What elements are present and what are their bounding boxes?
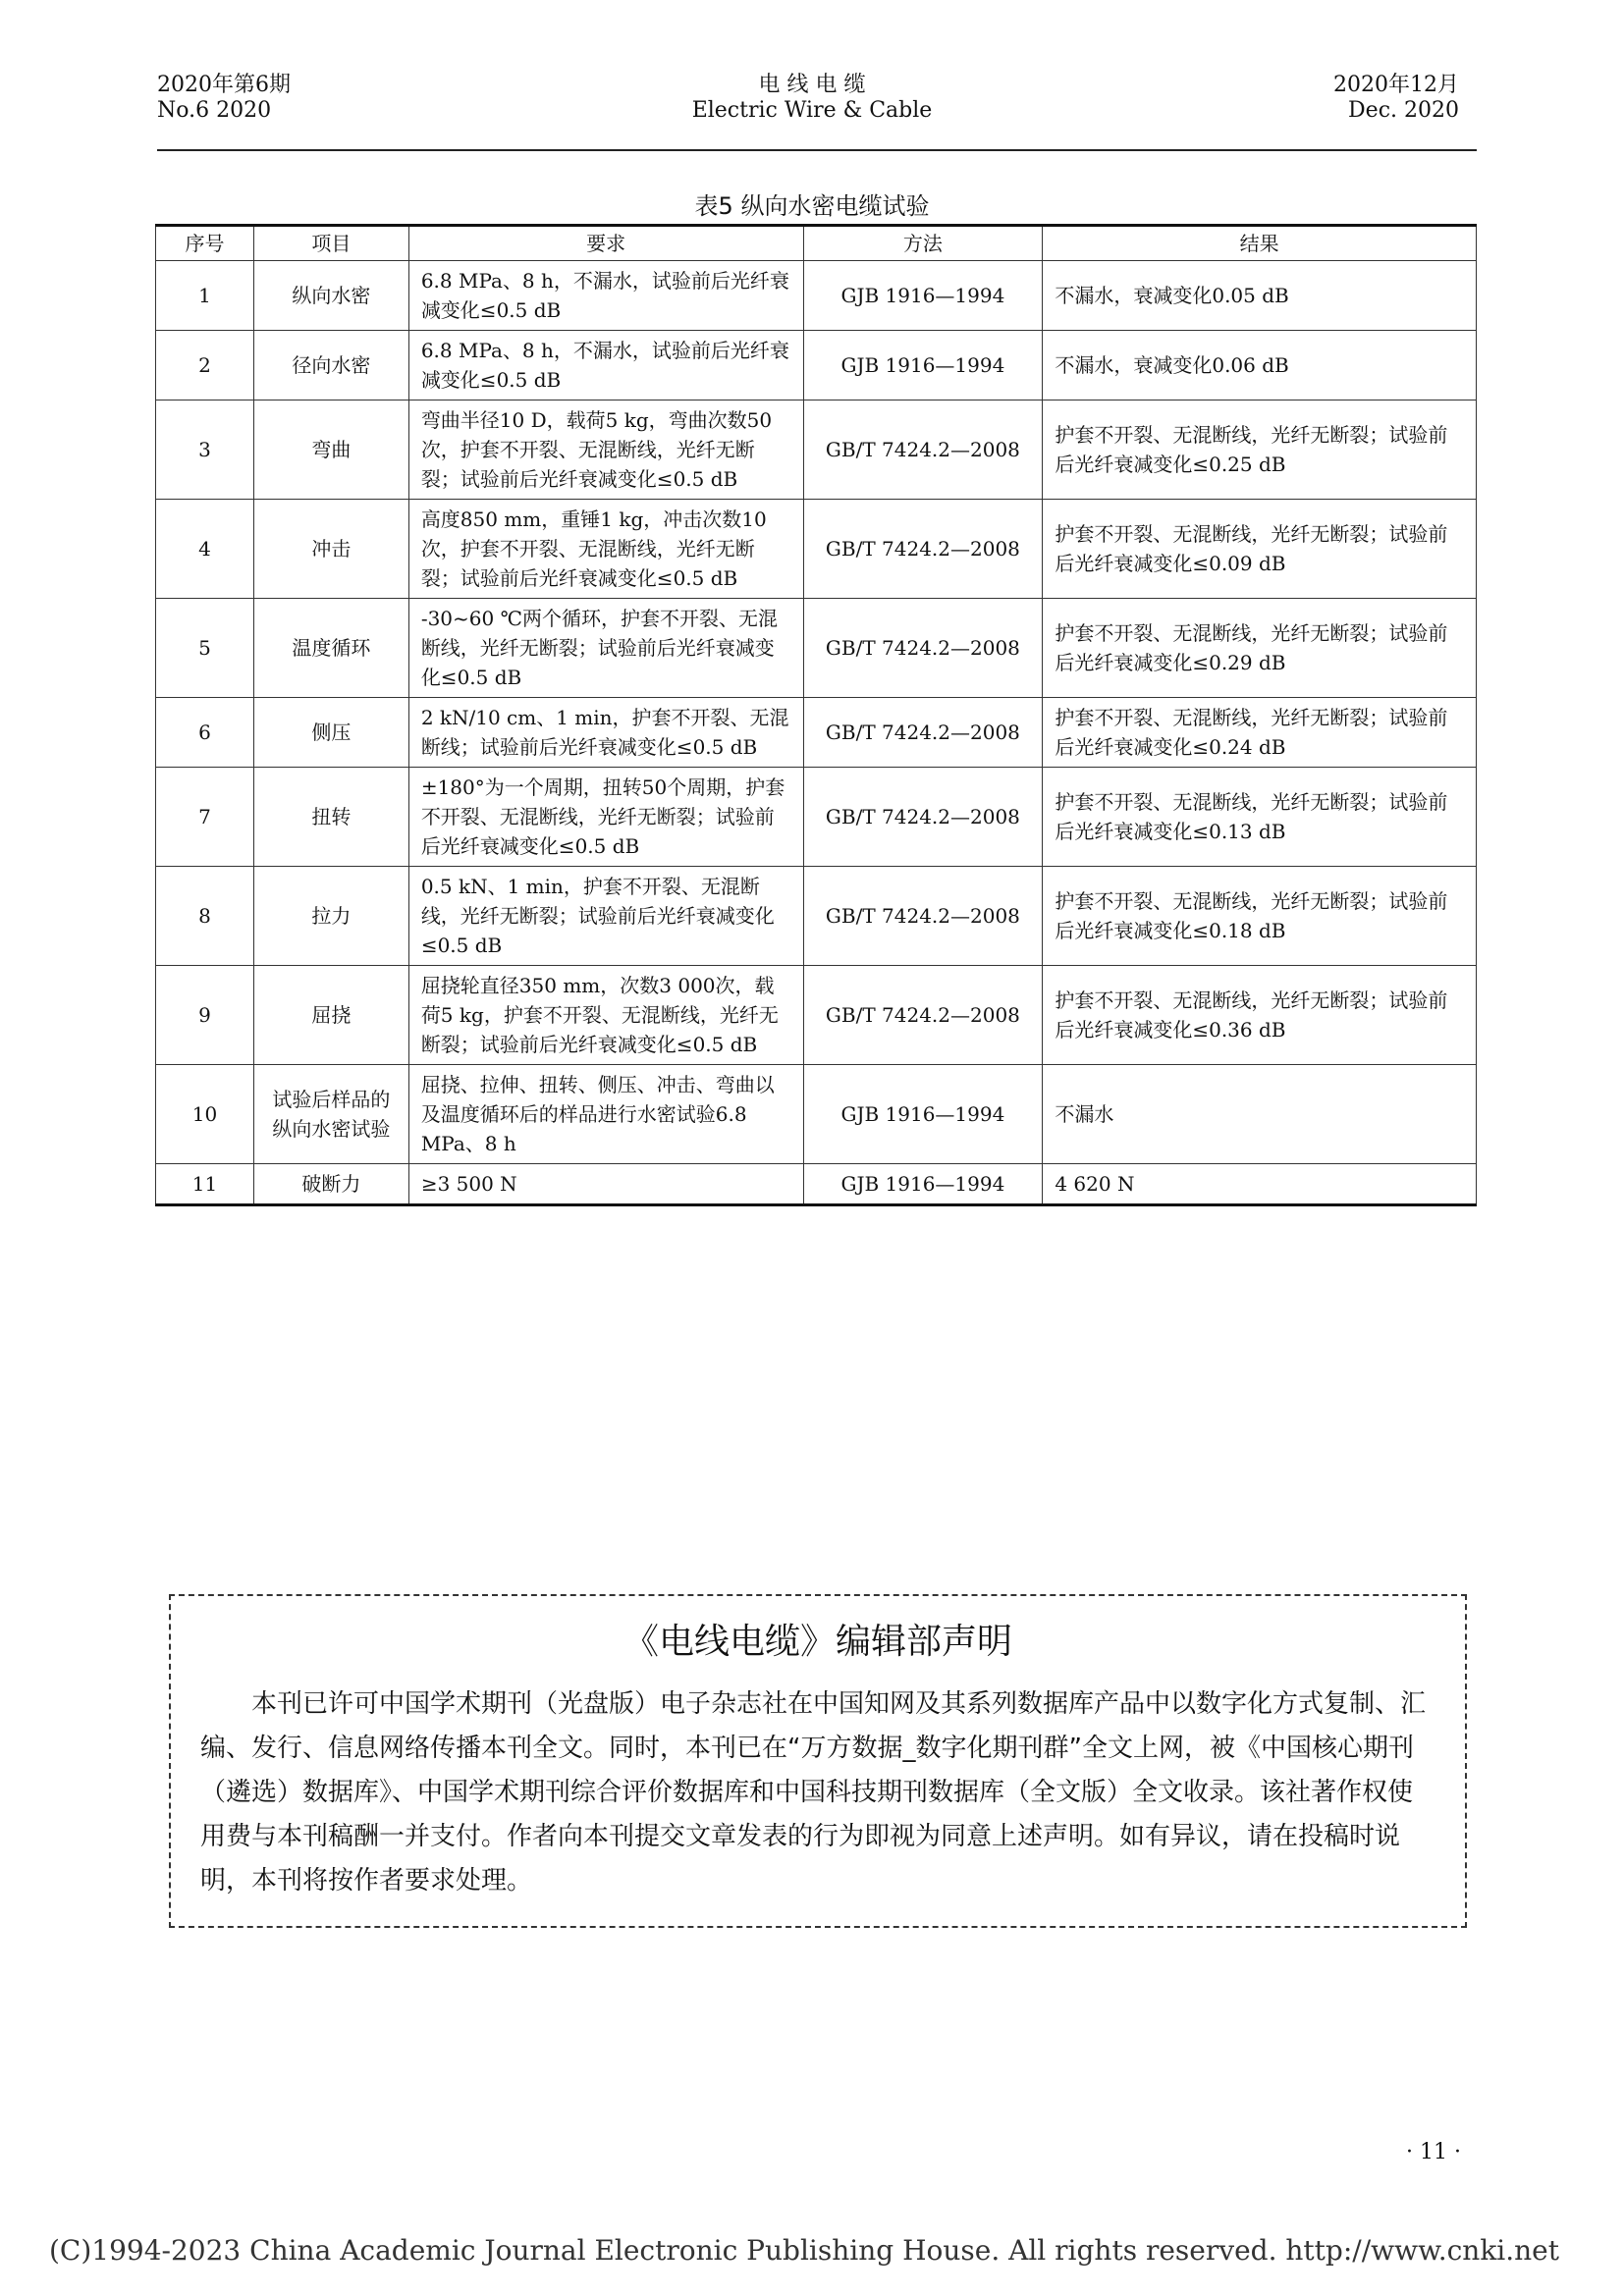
header-date: [1333, 73, 1459, 124]
table-row: [156, 1065, 1477, 1164]
cell-requirement: 弯曲半径10 D，载荷5 kg，弯曲次数50次，护套不开裂、无混断线，光纤无断裂；试验前后光纤衰减变化≤0.5 dB: [408, 400, 803, 500]
cell-result: 不漏水，衰减变化0.06 dB: [1043, 331, 1477, 400]
table-row: [156, 966, 1477, 1065]
cell-item: 屈挠: [253, 966, 408, 1065]
cell-requirement: 屈挠、拉伸、扭转、侧压、冲击、弯曲以及温度循环后的样品进行水密试验6.8 MPa、8 h: [408, 1065, 803, 1164]
cell-item: 拉力: [253, 867, 408, 966]
table-row: [156, 331, 1477, 400]
notice-title: 《电线电缆》编辑部声明: [623, 1622, 1012, 1662]
header-issue-en: No.6 2020: [157, 98, 272, 123]
cell-requirement: 6.8 MPa、8 h，不漏水，试验前后光纤衰减变化≤0.5 dB: [408, 331, 803, 400]
header-journal-cn: 电 线 电 缆: [758, 73, 866, 97]
cell-no: 8: [156, 867, 254, 966]
cell-no: 3: [156, 400, 254, 500]
table-row: [156, 768, 1477, 867]
cell-item: 破断力: [253, 1164, 408, 1205]
cell-requirement: ±180°为一个周期，扭转50个周期，护套不开裂、无混断线，光纤无断裂；试验前后光纤衰减变化≤0.5 dB: [408, 768, 803, 867]
cell-no: 9: [156, 966, 254, 1065]
cell-item: 弯曲: [253, 400, 408, 500]
cell-requirement: -30~60 ℃两个循环，护套不开裂、无混断线，光纤无断裂；试验前后光纤衰减变化≤0.5 dB: [408, 599, 803, 698]
table-row: [156, 261, 1477, 331]
header-divider: [157, 149, 1477, 151]
table-row: [156, 400, 1477, 500]
table-row: [156, 1164, 1477, 1205]
cell-item: 径向水密: [253, 331, 408, 400]
cell-requirement: 屈挠轮直径350 mm，次数3 000次，载荷5 kg，护套不开裂、无混断线，光纤无断裂；试验前后光纤衰减变化≤0.5 dB: [408, 966, 803, 1065]
cell-no: 4: [156, 500, 254, 599]
table-row: [156, 698, 1477, 768]
cell-result: 护套不开裂、无混断线，光纤无断裂；试验前后光纤衰减变化≤0.18 dB: [1043, 867, 1477, 966]
col-header-item: 项目: [253, 226, 408, 261]
cell-no: 1: [156, 261, 254, 331]
col-header-no: 序号: [156, 226, 254, 261]
col-header-result: 结果: [1043, 226, 1477, 261]
cell-result: 不漏水: [1043, 1065, 1477, 1164]
cell-method: GJB 1916—1994: [803, 261, 1043, 331]
cell-item: 试验后样品的纵向水密试验: [253, 1065, 408, 1164]
col-header-requirement: 要求: [408, 226, 803, 261]
cell-result: 不漏水，衰减变化0.05 dB: [1043, 261, 1477, 331]
cell-method: GB/T 7424.2—2008: [803, 599, 1043, 698]
cell-no: 10: [156, 1065, 254, 1164]
table-row: [156, 599, 1477, 698]
notice-body: 本刊已许可中国学术期刊（光盘版）电子杂志社在中国知网及其系列数据库产品中以数字化方式复制、汇编、发行、信息网络传播本刊全文。同时，本刊已在“万方数据_数字化期刊群”全文上网，被《中国核心期刊（遴选）数据库》、中国学术期刊综合评价数据库和中国科技期刊数据库（全文版）全文收录。该社著作权使用费与本刊稿酬一并支付。作者向本刊提交文章发表的行为即视为同意上述声明。如有异议，请在投稿时说明，本刊将按作者要求处理。: [200, 1689, 1427, 1896]
cell-no: 7: [156, 768, 254, 867]
cell-no: 5: [156, 599, 254, 698]
cell-result: 护套不开裂、无混断线，光纤无断裂；试验前后光纤衰减变化≤0.13 dB: [1043, 768, 1477, 867]
cell-requirement: ≥3 500 N: [408, 1164, 803, 1205]
cell-method: GB/T 7424.2—2008: [803, 500, 1043, 599]
table-row: [156, 500, 1477, 599]
cell-item: 扭转: [253, 768, 408, 867]
header-date-cn: 2020年12月: [1333, 73, 1459, 97]
cell-item: 温度循环: [253, 599, 408, 698]
cell-no: 11: [156, 1164, 254, 1205]
cell-requirement: 0.5 kN、1 min，护套不开裂、无混断线，光纤无断裂；试验前后光纤衰减变化≤0.5 dB: [408, 867, 803, 966]
cell-result: 护套不开裂、无混断线，光纤无断裂；试验前后光纤衰减变化≤0.24 dB: [1043, 698, 1477, 768]
table-header-row: [156, 226, 1477, 261]
col-header-method: 方法: [803, 226, 1043, 261]
cell-requirement: 2 kN/10 cm、1 min，护套不开裂、无混断线；试验前后光纤衰减变化≤0.5 dB: [408, 698, 803, 768]
cell-method: GB/T 7424.2—2008: [803, 698, 1043, 768]
table-row: [156, 867, 1477, 966]
cell-method: GJB 1916—1994: [803, 1164, 1043, 1205]
cell-no: 2: [156, 331, 254, 400]
cell-requirement: 高度850 mm，重锤1 kg，冲击次数10次，护套不开裂、无混断线，光纤无断裂；试验前后光纤衰减变化≤0.5 dB: [408, 500, 803, 599]
cell-result: 4 620 N: [1043, 1164, 1477, 1205]
cell-method: GB/T 7424.2—2008: [803, 768, 1043, 867]
cell-method: GJB 1916—1994: [803, 1065, 1043, 1164]
header-date-en: Dec. 2020: [1348, 98, 1459, 123]
cell-item: 冲击: [253, 500, 408, 599]
copyright-footer: (C)1994-2023 China Academic Journal Electronic Publishing House. All rights reserved. http://www.cnki.net: [49, 2234, 1560, 2267]
cell-method: GB/T 7424.2—2008: [803, 400, 1043, 500]
cell-no: 6: [156, 698, 254, 768]
cell-item: 纵向水密: [253, 261, 408, 331]
cell-result: 护套不开裂、无混断线，光纤无断裂；试验前后光纤衰减变化≤0.25 dB: [1043, 400, 1477, 500]
header-journal-en: Electric Wire & Cable: [691, 98, 933, 123]
cell-item: 侧压: [253, 698, 408, 768]
cell-result: 护套不开裂、无混断线，光纤无断裂；试验前后光纤衰减变化≤0.09 dB: [1043, 500, 1477, 599]
test-table: [155, 224, 1477, 1206]
table-title: 表5 纵向水密电缆试验: [694, 192, 930, 220]
cell-result: 护套不开裂、无混断线，光纤无断裂；试验前后光纤衰减变化≤0.29 dB: [1043, 599, 1477, 698]
header-issue-cn: 2020年第6期: [157, 73, 291, 97]
cell-method: GJB 1916—1994: [803, 331, 1043, 400]
cell-method: GB/T 7424.2—2008: [803, 966, 1043, 1065]
cell-requirement: 6.8 MPa、8 h，不漏水，试验前后光纤衰减变化≤0.5 dB: [408, 261, 803, 331]
page-number: · 11 ·: [1406, 2140, 1461, 2164]
editorial-notice-box: [169, 1594, 1467, 1928]
cell-method: GB/T 7424.2—2008: [803, 867, 1043, 966]
cell-result: 护套不开裂、无混断线，光纤无断裂；试验前后光纤衰减变化≤0.36 dB: [1043, 966, 1477, 1065]
